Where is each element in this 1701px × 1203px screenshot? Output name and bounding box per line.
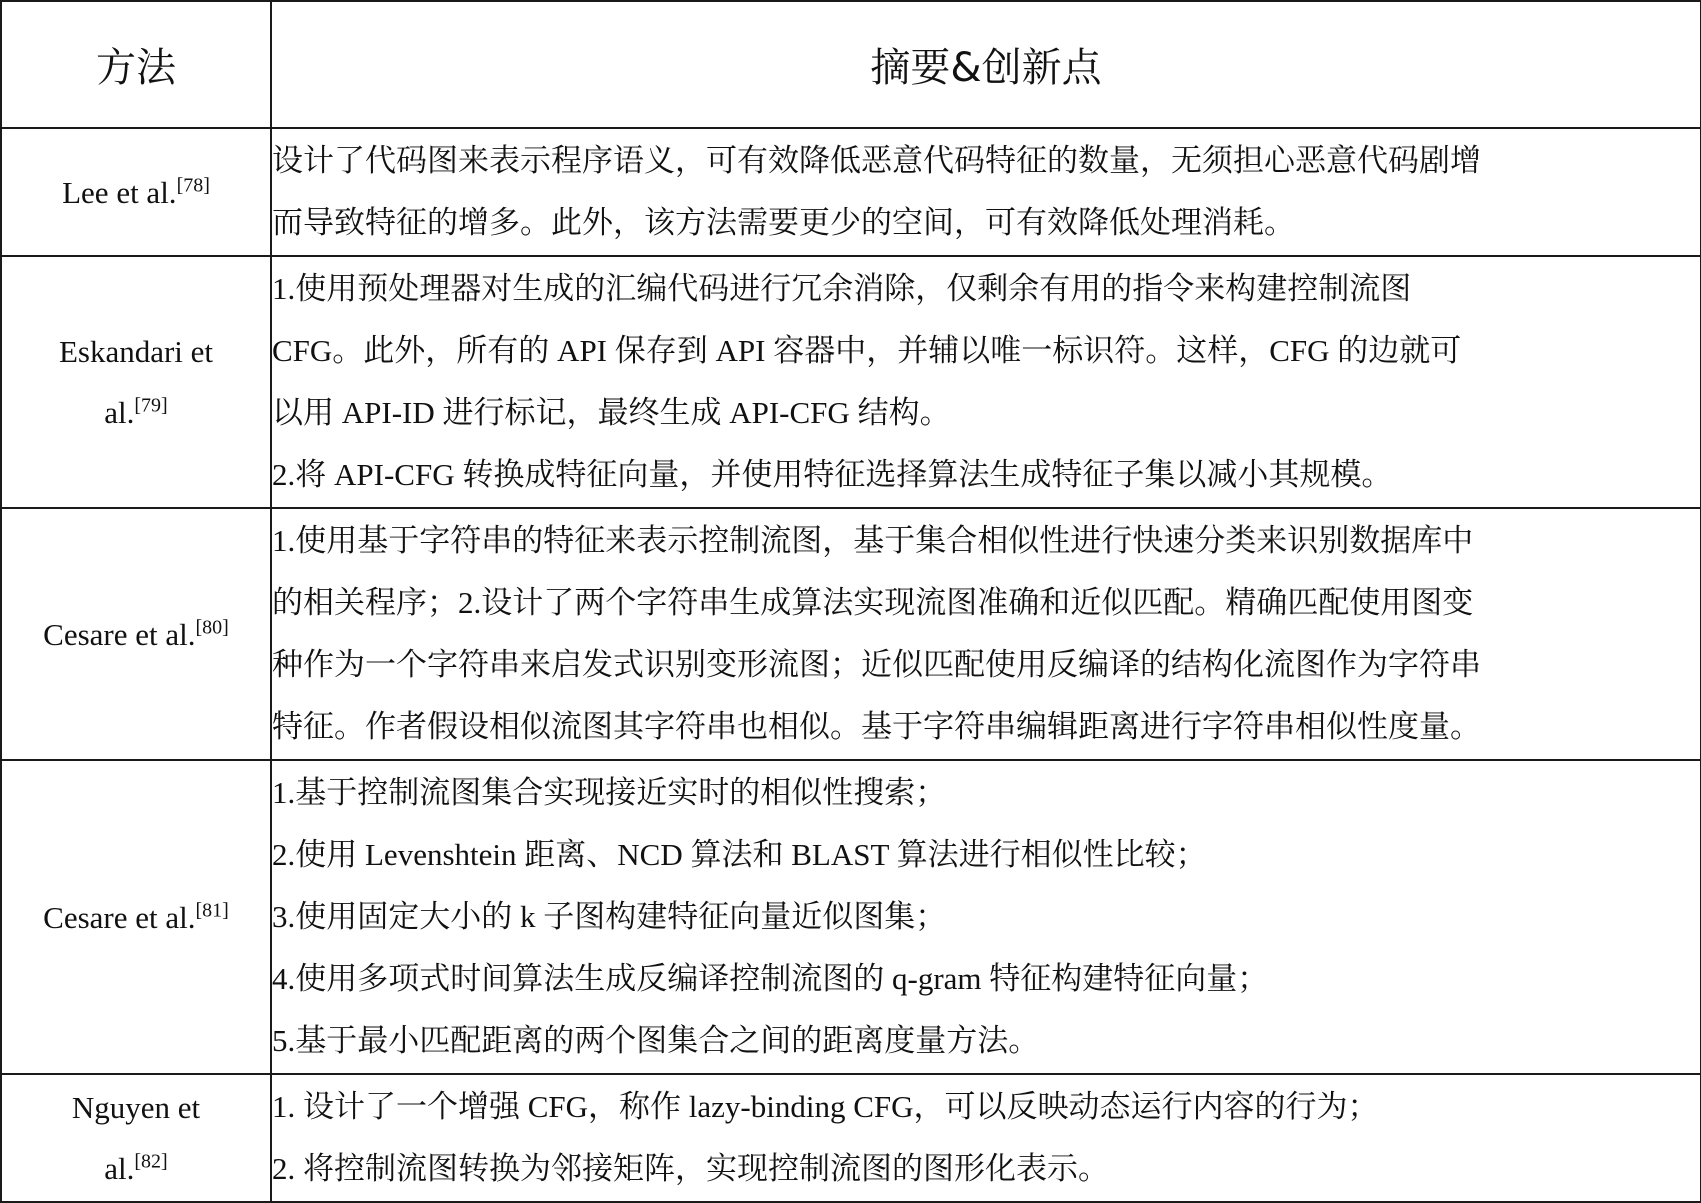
summary-line: 种作为一个字符串来启发式识别变形流图；近似匹配使用反编译的结构化流图作为字符串 xyxy=(272,647,1481,682)
citation-ref: [81] xyxy=(195,899,229,922)
summary-cell xyxy=(271,508,1701,760)
summary-cell xyxy=(271,1074,1701,1202)
summary-cell xyxy=(271,256,1701,508)
method-name: Lee et al. xyxy=(62,174,177,210)
method-column-header: 方法 xyxy=(1,1,271,128)
method-cell xyxy=(1,760,271,1074)
summary-line: 以用 API-ID 进行标记，最终生成 API-CFG 结构。 xyxy=(272,395,951,430)
method-cell xyxy=(1,128,271,256)
summary-line: 2.将 API-CFG 转换成特征向量，并使用特征选择算法生成特征子集以减小其规模。 xyxy=(272,457,1393,492)
table-row xyxy=(1,760,1701,1074)
summary-line: 的相关程序；2.设计了两个字符串生成算法实现流图准确和近似匹配。精确匹配使用图变 xyxy=(272,585,1474,620)
method-name: Cesare et al. xyxy=(43,616,196,652)
summary-cell xyxy=(271,760,1701,1074)
summary-line: CFG。此外，所有的 API 保存到 API 容器中，并辅以唯一标识符。这样，CFG 的边就可 xyxy=(272,333,1462,368)
summary-line: 2. 将控制流图转换为邻接矩阵，实现控制流图的图形化表示。 xyxy=(272,1151,1109,1186)
method-cell xyxy=(1,256,271,508)
method-name: Cesare et al. xyxy=(43,899,196,935)
method-name-continued: al. xyxy=(104,395,135,430)
citation-ref: [80] xyxy=(195,616,229,639)
citation-ref: [79] xyxy=(134,394,168,417)
summary-line: 5.基于最小匹配距离的两个图集合之间的距离度量方法。 xyxy=(272,1023,1040,1058)
summary-line: 1.使用基于字符串的特征来表示控制流图，基于集合相似性进行快速分类来识别数据库中 xyxy=(272,523,1474,558)
method-name: Nguyen et xyxy=(71,1090,201,1125)
method-cell xyxy=(1,1074,271,1202)
summary-line: 1.使用预处理器对生成的汇编代码进行冗余消除，仅剩余有用的指令来构建控制流图 xyxy=(272,271,1412,306)
table-row xyxy=(1,128,1701,256)
summary-line: 而导致特征的增多。此外，该方法需要更少的空间，可有效降低处理消耗。 xyxy=(272,205,1295,240)
summary-line: 3.使用固定大小的 k 子图构建特征向量近似图集； xyxy=(272,899,947,934)
summary-line: 2.使用 Levenshtein 距离、NCD 算法和 BLAST 算法进行相似性比较； xyxy=(272,837,1207,872)
method-name-continued: al. xyxy=(104,1151,135,1186)
summary-line: 设计了代码图来表示程序语义，可有效降低恶意代码特征的数量，无须担心恶意代码剧增 xyxy=(272,143,1481,178)
summary-line: 特征。作者假设相似流图其字符串也相似。基于字符串编辑距离进行字符串相似性度量。 xyxy=(272,709,1481,744)
table-row xyxy=(1,508,1701,760)
citation-ref: [78] xyxy=(176,174,210,197)
summary-column-header: 摘要&创新点 xyxy=(271,1,1701,128)
summary-line: 1. 设计了一个增强 CFG，称作 lazy-binding CFG，可以反映动态运行内容的行为； xyxy=(272,1089,1379,1124)
table-row xyxy=(1,1074,1701,1202)
table-row xyxy=(1,256,1701,508)
summary-line: 1.基于控制流图集合实现接近实时的相似性搜索； xyxy=(272,775,947,810)
method-name: Eskandari et xyxy=(58,334,214,369)
summary-line: 4.使用多项式时间算法生成反编译控制流图的 q-gram 特征构建特征向量； xyxy=(272,961,1269,996)
citation-ref: [82] xyxy=(134,1150,168,1173)
method-cell xyxy=(1,508,271,760)
table-header-row xyxy=(1,1,1701,128)
summary-cell xyxy=(271,128,1701,256)
